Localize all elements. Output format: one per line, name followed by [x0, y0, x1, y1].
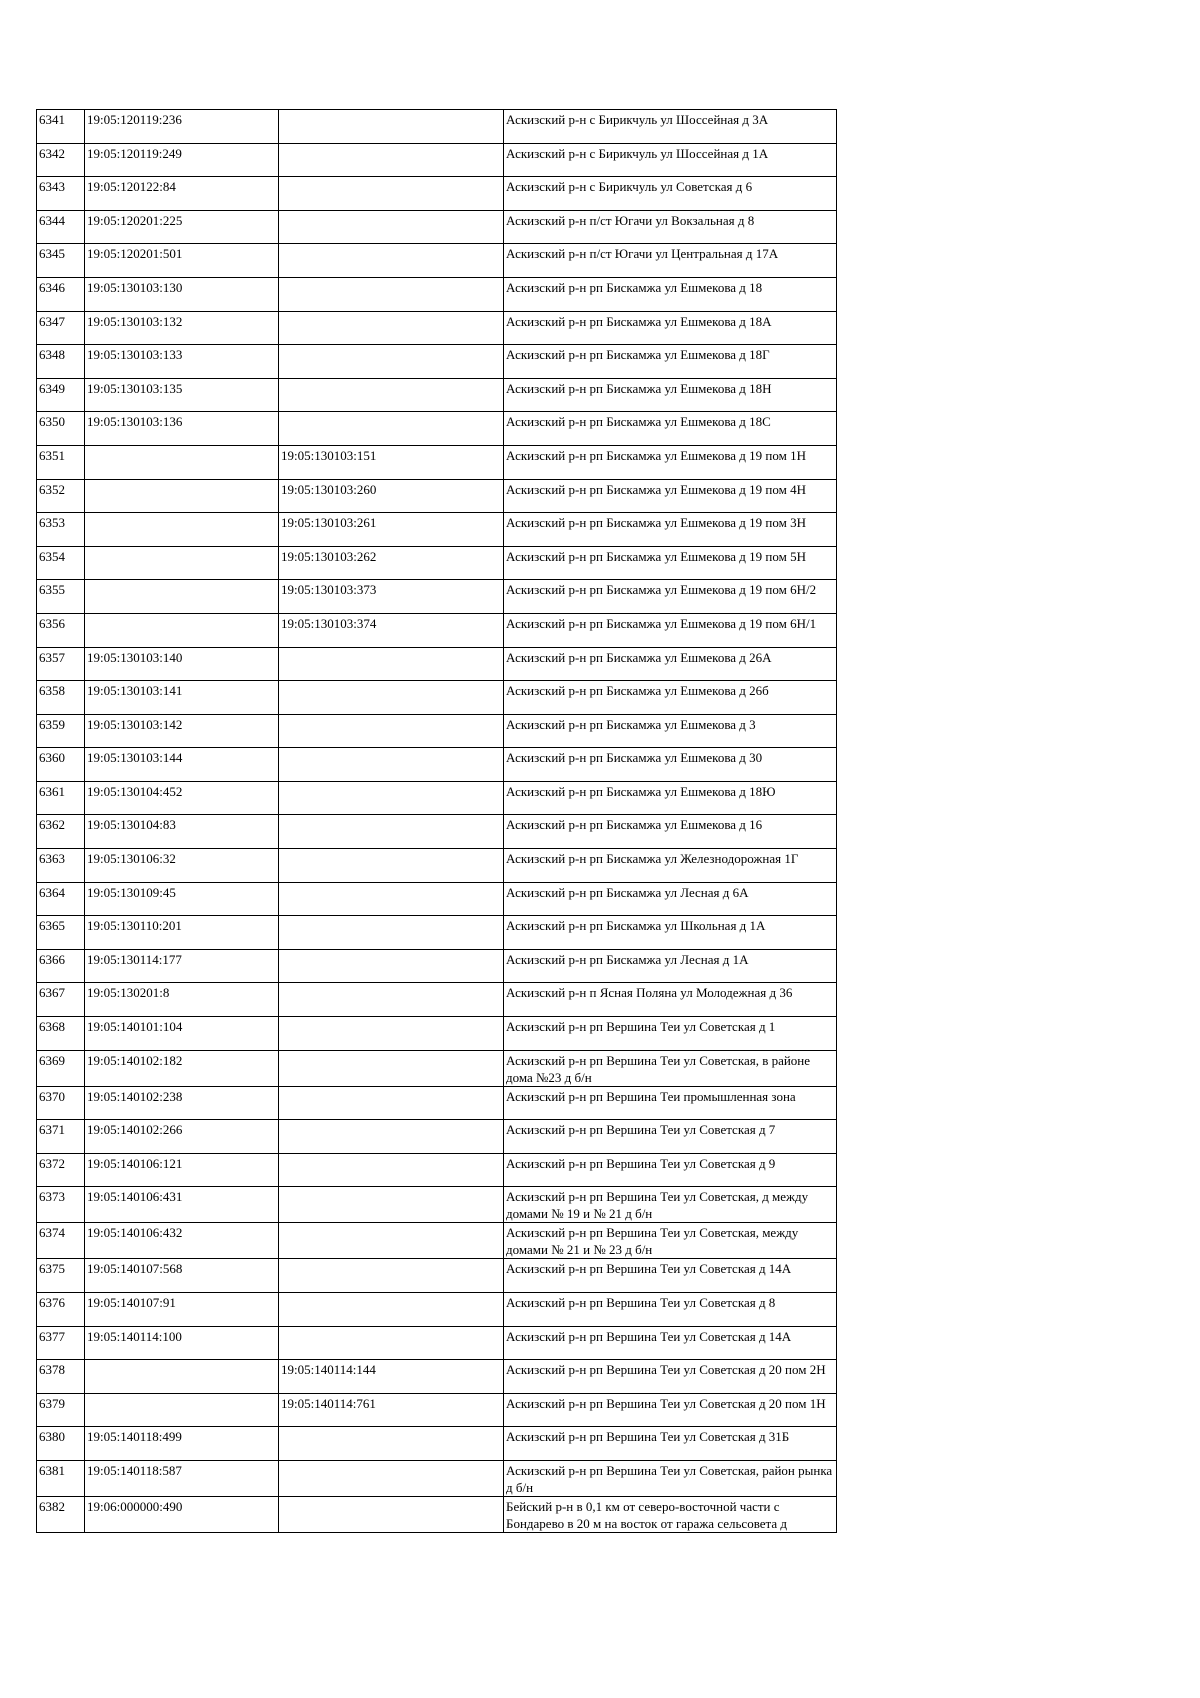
table-row	[37, 311, 837, 345]
land-cadastral-number-cell: 19:05:130103:142	[85, 714, 279, 748]
table-row	[37, 1427, 837, 1461]
land-cadastral-number-cell: 19:05:130104:452	[85, 781, 279, 815]
premises-cadastral-number-cell	[279, 949, 504, 983]
land-cadastral-number-cell: 19:05:140118:499	[85, 1427, 279, 1461]
premises-cadastral-number-cell	[279, 1120, 504, 1154]
table-row	[37, 815, 837, 849]
table-row	[37, 1153, 837, 1187]
row-number-cell: 6372	[37, 1153, 85, 1187]
row-number-cell: 6355	[37, 580, 85, 614]
address-cell: Аскизский р-н рп Вершина Теи ул Советская д 20 пом 2Н	[504, 1360, 837, 1394]
land-cadastral-number-cell: 19:06:000000:490	[85, 1496, 279, 1532]
table-row	[37, 412, 837, 446]
address-cell: Аскизский р-н рп Бискамжа ул Ешмекова д 18Н	[504, 378, 837, 412]
address-cell: Аскизский р-н рп Вершина Теи ул Советская д 20 пом 1Н	[504, 1393, 837, 1427]
premises-cadastral-number-cell	[279, 748, 504, 782]
table-row	[37, 345, 837, 379]
premises-cadastral-number-cell	[279, 849, 504, 883]
row-number-cell: 6351	[37, 445, 85, 479]
premises-cadastral-number-cell	[279, 1223, 504, 1259]
row-number-cell: 6360	[37, 748, 85, 782]
table-row	[37, 1326, 837, 1360]
address-cell: Аскизский р-н рп Бискамжа ул Ешмекова д 19 пом 4Н	[504, 479, 837, 513]
row-number-cell: 6341	[37, 110, 85, 144]
premises-cadastral-number-cell	[279, 815, 504, 849]
premises-cadastral-number-cell	[279, 1017, 504, 1051]
row-number-cell: 6357	[37, 647, 85, 681]
row-number-cell: 6368	[37, 1017, 85, 1051]
row-number-cell: 6380	[37, 1427, 85, 1461]
premises-cadastral-number-cell	[279, 110, 504, 144]
premises-cadastral-number-cell	[279, 378, 504, 412]
premises-cadastral-number-cell	[279, 983, 504, 1017]
land-cadastral-number-cell	[85, 546, 279, 580]
registry-table-container	[36, 109, 836, 1533]
row-number-cell: 6350	[37, 412, 85, 446]
row-number-cell: 6379	[37, 1393, 85, 1427]
land-cadastral-number-cell	[85, 613, 279, 647]
land-cadastral-number-cell	[85, 479, 279, 513]
land-cadastral-number-cell: 19:05:130114:177	[85, 949, 279, 983]
premises-cadastral-number-cell	[279, 1153, 504, 1187]
table-row	[37, 1187, 837, 1223]
land-cadastral-number-cell: 19:05:120201:225	[85, 210, 279, 244]
premises-cadastral-number-cell: 19:05:130103:261	[279, 513, 504, 547]
table-row	[37, 949, 837, 983]
address-cell: Аскизский р-н рп Вершина Теи ул Советская д 1	[504, 1017, 837, 1051]
table-row	[37, 613, 837, 647]
row-number-cell: 6366	[37, 949, 85, 983]
land-cadastral-number-cell: 19:05:140106:431	[85, 1187, 279, 1223]
address-cell: Аскизский р-н с Бирикчуль ул Советская д 6	[504, 177, 837, 211]
land-cadastral-number-cell: 19:05:140102:266	[85, 1120, 279, 1154]
address-cell: Аскизский р-н рп Бискамжа ул Ешмекова д 19 пом 1Н	[504, 445, 837, 479]
table-row	[37, 1086, 837, 1120]
table-row	[37, 849, 837, 883]
address-cell: Аскизский р-н рп Бискамжа ул Лесная д 1А	[504, 949, 837, 983]
table-row	[37, 445, 837, 479]
premises-cadastral-number-cell	[279, 647, 504, 681]
premises-cadastral-number-cell: 19:05:140114:144	[279, 1360, 504, 1394]
address-cell: Аскизский р-н рп Бискамжа ул Ешмекова д 19 пом 5Н	[504, 546, 837, 580]
premises-cadastral-number-cell	[279, 1293, 504, 1327]
land-cadastral-number-cell: 19:05:130103:141	[85, 681, 279, 715]
address-cell: Аскизский р-н рп Вершина Теи ул Советская д 8	[504, 1293, 837, 1327]
row-number-cell: 6362	[37, 815, 85, 849]
land-cadastral-number-cell: 19:05:130201:8	[85, 983, 279, 1017]
premises-cadastral-number-cell	[279, 1187, 504, 1223]
table-row	[37, 277, 837, 311]
address-cell: Аскизский р-н рп Бискамжа ул Ешмекова д 3	[504, 714, 837, 748]
table-row	[37, 1223, 837, 1259]
address-cell: Аскизский р-н рп Бискамжа ул Ешмекова д 16	[504, 815, 837, 849]
table-row	[37, 681, 837, 715]
land-cadastral-number-cell: 19:05:130109:45	[85, 882, 279, 916]
address-cell: Аскизский р-н с Бирикчуль ул Шоссейная д 1А	[504, 143, 837, 177]
registry-table-body	[37, 110, 837, 1533]
land-cadastral-number-cell: 19:05:140118:587	[85, 1460, 279, 1496]
land-cadastral-number-cell	[85, 1360, 279, 1394]
premises-cadastral-number-cell	[279, 1259, 504, 1293]
table-row	[37, 1360, 837, 1394]
land-cadastral-number-cell: 19:05:140114:100	[85, 1326, 279, 1360]
row-number-cell: 6349	[37, 378, 85, 412]
table-row	[37, 580, 837, 614]
premises-cadastral-number-cell: 19:05:140114:761	[279, 1393, 504, 1427]
row-number-cell: 6343	[37, 177, 85, 211]
table-row	[37, 1496, 837, 1532]
land-cadastral-number-cell: 19:05:130103:140	[85, 647, 279, 681]
address-cell: Аскизский р-н рп Вершина Теи ул Советская д 7	[504, 1120, 837, 1154]
row-number-cell: 6377	[37, 1326, 85, 1360]
address-cell: Аскизский р-н рп Бискамжа ул Школьная д 1А	[504, 916, 837, 950]
address-cell: Аскизский р-н рп Бискамжа ул Ешмекова д 18С	[504, 412, 837, 446]
address-cell: Аскизский р-н рп Вершина Теи ул Советская, д между домами № 19 и № 21 д б/н	[504, 1187, 837, 1223]
address-cell: Аскизский р-н рп Вершина Теи ул Советская д 9	[504, 1153, 837, 1187]
premises-cadastral-number-cell	[279, 1086, 504, 1120]
row-number-cell: 6347	[37, 311, 85, 345]
address-cell: Аскизский р-н рп Бискамжа ул Ешмекова д 18Ю	[504, 781, 837, 815]
address-cell: Аскизский р-н рп Бискамжа ул Ешмекова д 26А	[504, 647, 837, 681]
row-number-cell: 6375	[37, 1259, 85, 1293]
premises-cadastral-number-cell	[279, 210, 504, 244]
land-cadastral-number-cell: 19:05:140107:568	[85, 1259, 279, 1293]
land-cadastral-number-cell: 19:05:130103:132	[85, 311, 279, 345]
table-row	[37, 210, 837, 244]
address-cell: Аскизский р-н п/ст Югачи ул Центральная д 17А	[504, 244, 837, 278]
row-number-cell: 6378	[37, 1360, 85, 1394]
land-cadastral-number-cell: 19:05:130103:144	[85, 748, 279, 782]
address-cell: Аскизский р-н рп Бискамжа ул Ешмекова д 19 пом 3Н	[504, 513, 837, 547]
row-number-cell: 6342	[37, 143, 85, 177]
address-cell: Аскизский р-н рп Вершина Теи ул Советская, район рынка д б/н	[504, 1460, 837, 1496]
land-cadastral-number-cell: 19:05:130110:201	[85, 916, 279, 950]
land-cadastral-number-cell	[85, 513, 279, 547]
address-cell: Аскизский р-н рп Бискамжа ул Ешмекова д 26б	[504, 681, 837, 715]
row-number-cell: 6352	[37, 479, 85, 513]
address-cell: Аскизский р-н рп Вершина Теи ул Советская д 31Б	[504, 1427, 837, 1461]
row-number-cell: 6344	[37, 210, 85, 244]
row-number-cell: 6361	[37, 781, 85, 815]
address-cell: Аскизский р-н рп Бискамжа ул Лесная д 6А	[504, 882, 837, 916]
row-number-cell: 6367	[37, 983, 85, 1017]
premises-cadastral-number-cell	[279, 345, 504, 379]
premises-cadastral-number-cell	[279, 277, 504, 311]
address-cell: Аскизский р-н с Бирикчуль ул Шоссейная д 3А	[504, 110, 837, 144]
premises-cadastral-number-cell	[279, 714, 504, 748]
table-row	[37, 983, 837, 1017]
row-number-cell: 6359	[37, 714, 85, 748]
land-cadastral-number-cell: 19:05:140101:104	[85, 1017, 279, 1051]
premises-cadastral-number-cell: 19:05:130103:260	[279, 479, 504, 513]
land-cadastral-number-cell: 19:05:120122:84	[85, 177, 279, 211]
table-row	[37, 781, 837, 815]
table-row	[37, 1017, 837, 1051]
land-cadastral-number-cell: 19:05:140102:238	[85, 1086, 279, 1120]
premises-cadastral-number-cell	[279, 681, 504, 715]
row-number-cell: 6376	[37, 1293, 85, 1327]
table-row	[37, 1259, 837, 1293]
table-row	[37, 882, 837, 916]
row-number-cell: 6363	[37, 849, 85, 883]
table-row	[37, 1460, 837, 1496]
premises-cadastral-number-cell	[279, 177, 504, 211]
table-row	[37, 546, 837, 580]
address-cell: Аскизский р-н рп Вершина Теи ул Советская, в районе дома №23 д б/н	[504, 1050, 837, 1086]
table-row	[37, 177, 837, 211]
land-cadastral-number-cell: 19:05:130103:130	[85, 277, 279, 311]
address-cell: Аскизский р-н рп Бискамжа ул Ешмекова д 18А	[504, 311, 837, 345]
table-row	[37, 1050, 837, 1086]
table-row	[37, 647, 837, 681]
table-row	[37, 1293, 837, 1327]
table-row	[37, 479, 837, 513]
row-number-cell: 6374	[37, 1223, 85, 1259]
land-cadastral-number-cell	[85, 580, 279, 614]
premises-cadastral-number-cell	[279, 1460, 504, 1496]
table-row	[37, 916, 837, 950]
table-row	[37, 1120, 837, 1154]
row-number-cell: 6381	[37, 1460, 85, 1496]
row-number-cell: 6348	[37, 345, 85, 379]
row-number-cell: 6364	[37, 882, 85, 916]
premises-cadastral-number-cell	[279, 244, 504, 278]
premises-cadastral-number-cell	[279, 1326, 504, 1360]
premises-cadastral-number-cell: 19:05:130103:373	[279, 580, 504, 614]
address-cell: Аскизский р-н рп Бискамжа ул Ешмекова д 18Г	[504, 345, 837, 379]
row-number-cell: 6346	[37, 277, 85, 311]
land-cadastral-number-cell: 19:05:130103:133	[85, 345, 279, 379]
land-cadastral-number-cell: 19:05:120201:501	[85, 244, 279, 278]
land-cadastral-number-cell: 19:05:130103:135	[85, 378, 279, 412]
premises-cadastral-number-cell	[279, 1427, 504, 1461]
table-row	[37, 748, 837, 782]
premises-cadastral-number-cell	[279, 311, 504, 345]
row-number-cell: 6371	[37, 1120, 85, 1154]
table-row	[37, 143, 837, 177]
land-cadastral-number-cell	[85, 445, 279, 479]
address-cell: Аскизский р-н рп Вершина Теи ул Советская, между домами № 21 и № 23 д б/н	[504, 1223, 837, 1259]
land-cadastral-number-cell: 19:05:120119:249	[85, 143, 279, 177]
land-cadastral-number-cell: 19:05:140102:182	[85, 1050, 279, 1086]
land-cadastral-number-cell	[85, 1393, 279, 1427]
row-number-cell: 6354	[37, 546, 85, 580]
row-number-cell: 6358	[37, 681, 85, 715]
row-number-cell: 6373	[37, 1187, 85, 1223]
premises-cadastral-number-cell	[279, 412, 504, 446]
address-cell: Аскизский р-н п/ст Югачи ул Вокзальная д 8	[504, 210, 837, 244]
land-cadastral-number-cell: 19:05:140107:91	[85, 1293, 279, 1327]
row-number-cell: 6365	[37, 916, 85, 950]
address-cell: Аскизский р-н рп Бискамжа ул Железнодорожная 1Г	[504, 849, 837, 883]
land-cadastral-number-cell: 19:05:130104:83	[85, 815, 279, 849]
premises-cadastral-number-cell: 19:05:130103:262	[279, 546, 504, 580]
table-row	[37, 244, 837, 278]
row-number-cell: 6382	[37, 1496, 85, 1532]
address-cell: Аскизский р-н рп Бискамжа ул Ешмекова д 18	[504, 277, 837, 311]
address-cell: Аскизский р-н рп Бискамжа ул Ешмекова д 30	[504, 748, 837, 782]
table-row	[37, 513, 837, 547]
address-cell: Аскизский р-н п Ясная Поляна ул Молодежная д 36	[504, 983, 837, 1017]
row-number-cell: 6356	[37, 613, 85, 647]
address-cell: Аскизский р-н рп Вершина Теи ул Советская д 14А	[504, 1259, 837, 1293]
premises-cadastral-number-cell	[279, 781, 504, 815]
land-cadastral-number-cell: 19:05:130106:32	[85, 849, 279, 883]
premises-cadastral-number-cell	[279, 143, 504, 177]
land-cadastral-number-cell: 19:05:140106:432	[85, 1223, 279, 1259]
table-row	[37, 714, 837, 748]
land-cadastral-number-cell: 19:05:130103:136	[85, 412, 279, 446]
table-row	[37, 1393, 837, 1427]
premises-cadastral-number-cell	[279, 916, 504, 950]
row-number-cell: 6370	[37, 1086, 85, 1120]
row-number-cell: 6345	[37, 244, 85, 278]
premises-cadastral-number-cell	[279, 882, 504, 916]
registry-table	[36, 109, 837, 1533]
premises-cadastral-number-cell: 19:05:130103:151	[279, 445, 504, 479]
table-row	[37, 110, 837, 144]
address-cell: Аскизский р-н рп Вершина Теи промышленная зона	[504, 1086, 837, 1120]
address-cell: Бейский р-н в 0,1 км от северо-восточной части с Бондарево в 20 м на восток от гаража сельсовета д	[504, 1496, 837, 1532]
premises-cadastral-number-cell	[279, 1496, 504, 1532]
premises-cadastral-number-cell: 19:05:130103:374	[279, 613, 504, 647]
premises-cadastral-number-cell	[279, 1050, 504, 1086]
row-number-cell: 6353	[37, 513, 85, 547]
row-number-cell: 6369	[37, 1050, 85, 1086]
address-cell: Аскизский р-н рп Бискамжа ул Ешмекова д 19 пом 6Н/1	[504, 613, 837, 647]
address-cell: Аскизский р-н рп Бискамжа ул Ешмекова д 19 пом 6Н/2	[504, 580, 837, 614]
land-cadastral-number-cell: 19:05:120119:236	[85, 110, 279, 144]
address-cell: Аскизский р-н рп Вершина Теи ул Советская д 14А	[504, 1326, 837, 1360]
land-cadastral-number-cell: 19:05:140106:121	[85, 1153, 279, 1187]
table-row	[37, 378, 837, 412]
